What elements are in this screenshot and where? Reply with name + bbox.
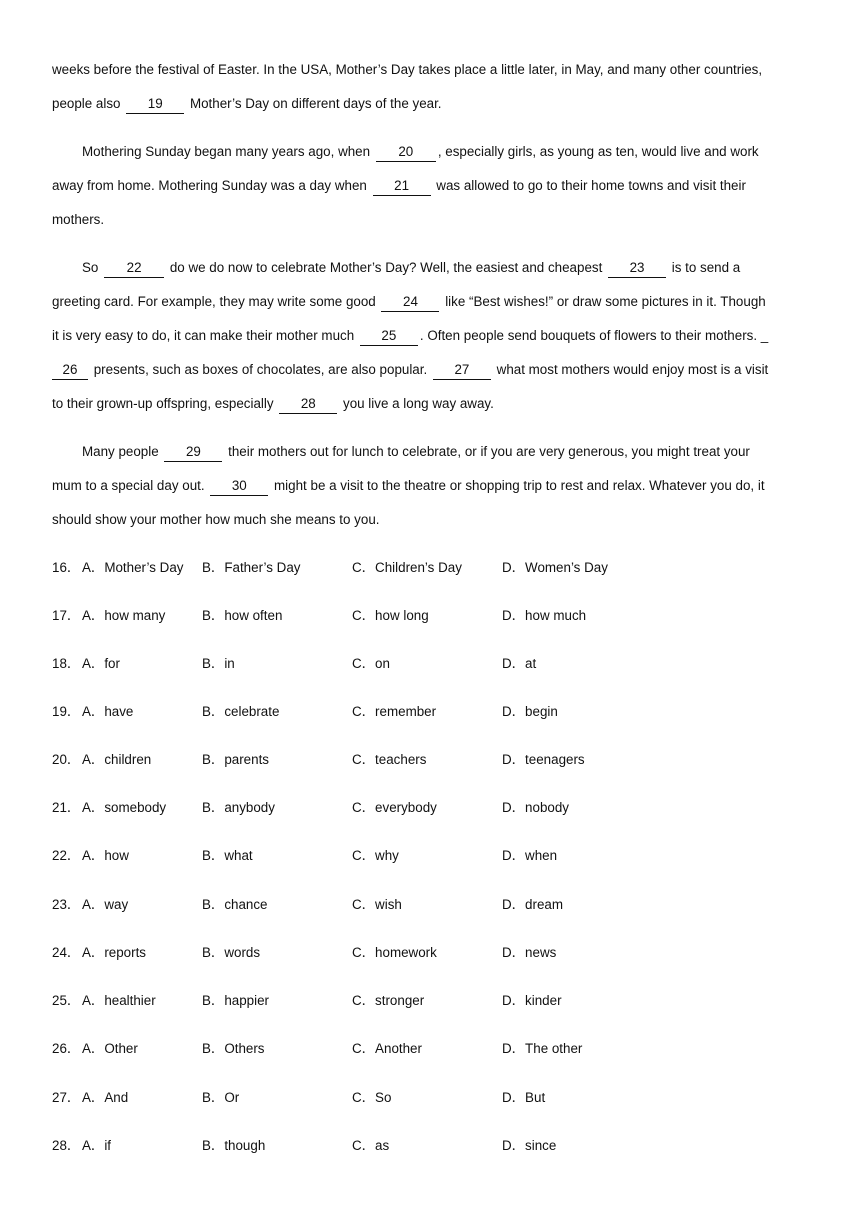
paragraph-1-line-2 [52, 94, 808, 114]
blank-22: 22 [104, 260, 164, 278]
blank-24: 24 [381, 294, 439, 312]
question-17 [52, 606, 812, 626]
text: presents, such as boxes of chocolates, are also popular. [90, 362, 431, 377]
option-d: D．begin [502, 704, 558, 719]
paragraph-2-line-3 [52, 210, 808, 230]
text: . Often people send bouquets of flowers to their mothers. [419, 328, 761, 343]
paragraph-3-line-2 [52, 292, 808, 312]
option-b: B．though [202, 1138, 266, 1153]
text: Mothering Sunday began many years ago, when [82, 144, 374, 159]
text: mum to a special day out. [52, 478, 209, 493]
question-number: 16． [52, 560, 81, 575]
blank-20: 20 [376, 144, 436, 162]
option-b: B．Father’s Day [202, 560, 301, 575]
text: might be a visit to the theatre or shopping trip to rest and relax. Whatever you do, it [270, 478, 765, 493]
text: away from home. Mothering Sunday was a day when [52, 178, 371, 193]
option-a: A．have [82, 704, 134, 719]
question-number: 17． [52, 608, 81, 623]
text: Mother’s Day on different days of the year. [186, 96, 442, 111]
option-a: A．how [82, 848, 129, 863]
option-c: C．everybody [352, 800, 437, 815]
question-23 [52, 895, 812, 915]
blank-28: 28 [279, 396, 337, 414]
question-number: 19． [52, 704, 81, 719]
option-d: D．since [502, 1138, 557, 1153]
option-c: C．So [352, 1090, 392, 1105]
text: was allowed to go to their home towns and visit their [432, 178, 746, 193]
option-a: A．how many [82, 608, 166, 623]
option-a: A．healthier [82, 993, 156, 1008]
text: their mothers out for lunch to celebrate, or if you are very generous, you might treat your [224, 444, 750, 459]
blank-29: 29 [164, 444, 222, 462]
text: mothers. [52, 212, 105, 227]
option-c: C．wish [352, 897, 402, 912]
option-a: A．way [82, 897, 129, 912]
text: you live a long way away. [339, 396, 494, 411]
question-19 [52, 702, 812, 722]
option-a: A．Mother’s Day [82, 560, 184, 575]
question-number: 27． [52, 1090, 81, 1105]
text: Many people [82, 444, 163, 459]
option-b: B．in [202, 656, 235, 671]
question-number: 23． [52, 897, 81, 912]
question-28 [52, 1136, 812, 1156]
paragraph-3-line-5 [52, 394, 808, 414]
paragraph-3-line-4 [52, 360, 808, 380]
option-a: A．children [82, 752, 152, 767]
option-c: C．stronger [352, 993, 425, 1008]
option-d: D．how much [502, 608, 587, 623]
question-number: 20． [52, 752, 81, 767]
option-a: A．somebody [82, 800, 167, 815]
question-18 [52, 654, 812, 674]
text: _ [760, 328, 769, 343]
option-d: D．Women’s Day [502, 560, 608, 575]
question-16 [52, 558, 812, 578]
question-number: 24． [52, 945, 81, 960]
option-c: C．Children’s Day [352, 560, 462, 575]
option-b: B．celebrate [202, 704, 280, 719]
blank-19: 19 [126, 96, 184, 114]
option-c: C．Another [352, 1041, 422, 1056]
question-20 [52, 750, 812, 770]
question-number: 28． [52, 1138, 81, 1153]
question-number: 25． [52, 993, 81, 1008]
text: greeting card. For example, they may write some good [52, 294, 380, 309]
option-c: C．how long [352, 608, 429, 623]
text: what most mothers would enjoy most is a visit [492, 362, 769, 377]
option-d: D．kinder [502, 993, 562, 1008]
paragraph-1-line-1 [52, 60, 808, 80]
blank-27: 27 [433, 362, 491, 380]
text: is to send a [668, 260, 741, 275]
option-c: C．teachers [352, 752, 427, 767]
text: So [82, 260, 103, 275]
question-21 [52, 798, 812, 818]
blank-26: 26 [52, 362, 88, 380]
option-d: D．news [502, 945, 557, 960]
question-25 [52, 991, 812, 1011]
text: weeks before the festival of Easter. In the USA, Mother’s Day takes place a little later, in May, and many other countries, [52, 62, 763, 77]
text: like “Best wishes!” or draw some pictures in it. Though [441, 294, 766, 309]
text: do we do now to celebrate Mother’s Day? Well, the easiest and cheapest [166, 260, 607, 275]
question-number: 22． [52, 848, 81, 863]
text: people also [52, 96, 125, 111]
option-b: B．how often [202, 608, 283, 623]
option-d: D．teenagers [502, 752, 585, 767]
blank-25: 25 [360, 328, 418, 346]
text: to their grown-up offspring, especially [52, 396, 278, 411]
option-a: A．if [82, 1138, 112, 1153]
option-d: D．when [502, 848, 558, 863]
text: it is very easy to do, it can make their mother much [52, 328, 358, 343]
option-d: D．nobody [502, 800, 569, 815]
question-26 [52, 1039, 812, 1059]
option-c: C．on [352, 656, 390, 671]
paragraph-2-line-2 [52, 176, 808, 196]
option-b: B．Others [202, 1041, 265, 1056]
text: should show your mother how much she means to you. [52, 512, 380, 527]
option-a: A．reports [82, 945, 146, 960]
option-b: B．anybody [202, 800, 275, 815]
option-c: C．homework [352, 945, 437, 960]
option-c: C．as [352, 1138, 390, 1153]
option-a: A．Other [82, 1041, 138, 1056]
option-b: B．what [202, 848, 253, 863]
option-b: B．parents [202, 752, 269, 767]
paragraph-3-line-3 [52, 326, 808, 346]
question-number: 26． [52, 1041, 81, 1056]
paragraph-3-line-1 [52, 258, 808, 278]
blank-21: 21 [373, 178, 431, 196]
option-a: A．And [82, 1090, 129, 1105]
paragraph-2-line-1 [52, 142, 808, 162]
blank-30: 30 [210, 478, 268, 496]
option-d: D．The other [502, 1041, 583, 1056]
option-b: B．happier [202, 993, 269, 1008]
option-d: D．But [502, 1090, 546, 1105]
question-24 [52, 943, 812, 963]
question-27 [52, 1088, 812, 1108]
question-number: 21． [52, 800, 81, 815]
question-number: 18． [52, 656, 81, 671]
option-a: A．for [82, 656, 120, 671]
option-c: C．why [352, 848, 399, 863]
paragraph-4-line-3 [52, 510, 808, 530]
option-b: B．Or [202, 1090, 240, 1105]
text: , especially girls, as young as ten, would live and work [437, 144, 759, 159]
blank-23: 23 [608, 260, 666, 278]
paragraph-4-line-2 [52, 476, 808, 496]
option-b: B．chance [202, 897, 268, 912]
option-d: D．at [502, 656, 537, 671]
option-b: B．words [202, 945, 261, 960]
question-22 [52, 846, 812, 866]
option-d: D．dream [502, 897, 564, 912]
paragraph-4-line-1 [52, 442, 808, 462]
option-c: C．remember [352, 704, 437, 719]
